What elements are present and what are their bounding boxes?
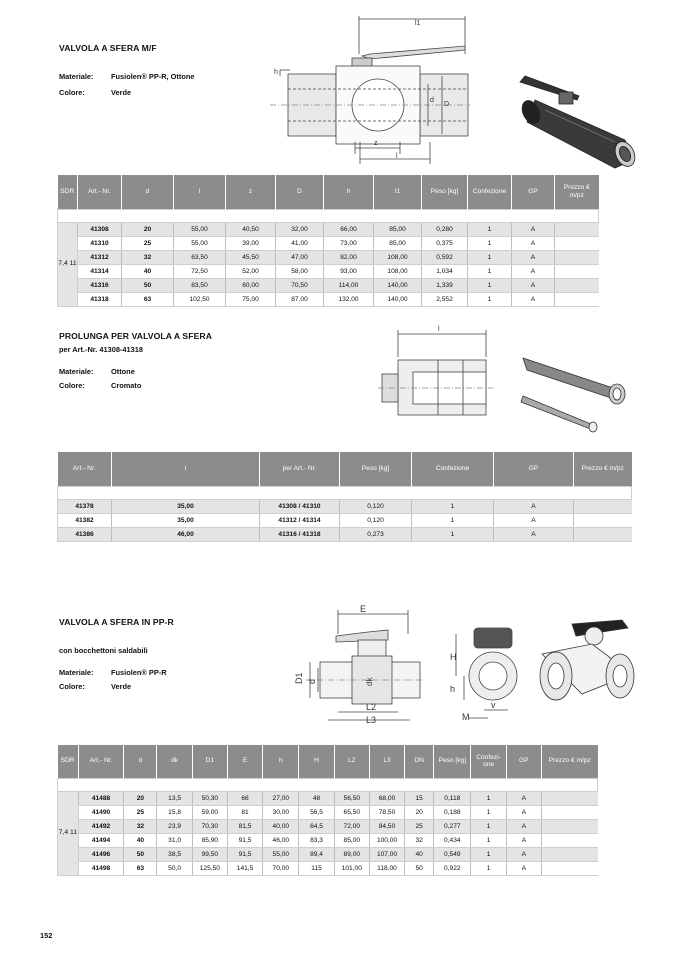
cell: 59,00 xyxy=(192,805,227,819)
table-row xyxy=(58,499,632,513)
section2-materials xyxy=(59,365,141,393)
cell: 41316 xyxy=(78,278,122,292)
ball-valve-mf-drawing xyxy=(270,14,470,164)
cell: 55,00 xyxy=(174,222,226,236)
cell: 41308 xyxy=(78,222,122,236)
color-label: Colore: xyxy=(59,682,85,691)
cell: 41382 xyxy=(58,513,112,527)
cell: 0,188 xyxy=(434,805,471,819)
col-header: L3 xyxy=(369,745,404,778)
cell: A xyxy=(494,499,574,513)
svg-text:d: d xyxy=(430,97,434,104)
table-row xyxy=(58,222,599,236)
cell: 63 xyxy=(122,292,174,306)
cell: 72,50 xyxy=(174,264,226,278)
cell: 0,375 xyxy=(422,236,468,250)
cell: 41386 xyxy=(58,527,112,541)
cell: 25 xyxy=(405,819,434,833)
col-header: h xyxy=(263,745,299,778)
svg-text:L2: L2 xyxy=(366,702,377,712)
section3-subtitle: con bocchettoni saldabili xyxy=(59,646,148,655)
cell: 35,00 xyxy=(112,513,260,527)
cell: 85,00 xyxy=(374,222,422,236)
section2-title: PROLUNGA PER VALVOLA A SFERA xyxy=(59,331,213,341)
section3-materials xyxy=(59,666,167,694)
col-header: Peso [kg] xyxy=(422,175,468,209)
cell: A xyxy=(512,250,555,264)
col-header: Peso [kg] xyxy=(434,745,471,778)
cell: 1,034 xyxy=(422,264,468,278)
cell: 35,00 xyxy=(112,499,260,513)
cell: 63,50 xyxy=(174,250,226,264)
section3-title: VALVOLA A SFERA IN PP-R xyxy=(59,617,174,627)
cell: 27,00 xyxy=(263,791,299,805)
cell xyxy=(541,805,597,819)
section2-subtitle: per Art.-Nr. 41308-41318 xyxy=(59,345,143,354)
cell: 89,4 xyxy=(299,847,334,861)
cell: 75,00 xyxy=(226,292,276,306)
cell: 73,00 xyxy=(324,236,374,250)
col-header: Art.- Nr. xyxy=(78,745,124,778)
section3-table xyxy=(57,745,598,876)
cell: 41312 xyxy=(78,250,122,264)
cell: 23,9 xyxy=(157,819,192,833)
section1-materials xyxy=(59,69,194,101)
cell: 108,00 xyxy=(374,264,422,278)
col-header: Art.- Nr. xyxy=(58,452,112,486)
cell: 1 xyxy=(468,250,512,264)
table-row xyxy=(58,805,598,819)
table-row xyxy=(58,847,598,861)
cell: 64,5 xyxy=(299,819,334,833)
pp-r-valve-photo xyxy=(532,614,642,714)
cell: 15 xyxy=(405,791,434,805)
cell: 1 xyxy=(471,805,506,819)
table-row xyxy=(58,264,599,278)
ball-valve-mf-photo xyxy=(515,70,645,170)
col-header: d xyxy=(124,745,157,778)
cell: 13,5 xyxy=(157,791,192,805)
cell xyxy=(574,513,632,527)
col-header: Prezzo € m/pz xyxy=(555,175,599,209)
col-header: Confezione xyxy=(468,175,512,209)
cell: 40 xyxy=(124,833,157,847)
cell: 102,50 xyxy=(174,292,226,306)
cell: A xyxy=(506,819,541,833)
cell: 47,00 xyxy=(276,250,324,264)
cell: 81,5 xyxy=(227,819,262,833)
col-header: D1 xyxy=(192,745,227,778)
cell: A xyxy=(506,805,541,819)
cell: 125,50 xyxy=(192,861,227,875)
cell: 82,00 xyxy=(324,250,374,264)
col-header: GP xyxy=(494,452,574,486)
cell: 101,00 xyxy=(334,861,369,875)
col-header: L2 xyxy=(334,745,369,778)
cell xyxy=(541,819,597,833)
col-header: SDR xyxy=(58,745,79,778)
cell: 81 xyxy=(227,805,262,819)
cell: 1 xyxy=(468,292,512,306)
cell: 0,592 xyxy=(422,250,468,264)
svg-text:E: E xyxy=(360,604,367,614)
cell: A xyxy=(506,833,541,847)
svg-text:L3: L3 xyxy=(366,715,377,725)
col-header: l xyxy=(112,452,260,486)
cell xyxy=(555,222,599,236)
svg-text:l1: l1 xyxy=(415,20,421,27)
cell: 41318 xyxy=(78,292,122,306)
cell: 91,5 xyxy=(227,833,262,847)
pp-r-valve-side-drawing xyxy=(294,604,428,725)
cell: 70,00 xyxy=(263,861,299,875)
cell xyxy=(574,527,632,541)
col-header: l xyxy=(174,175,226,209)
cell: 31,0 xyxy=(157,833,192,847)
table-row xyxy=(58,861,598,875)
cell xyxy=(555,250,599,264)
cell: A xyxy=(512,222,555,236)
sdr-cell: 7,4 11 xyxy=(58,791,79,875)
material-value: Ottone xyxy=(111,367,135,376)
svg-text:l: l xyxy=(438,326,440,333)
cell: 41494 xyxy=(78,833,124,847)
cell: 99,50 xyxy=(192,847,227,861)
col-header: GP xyxy=(512,175,555,209)
col-header: h xyxy=(324,175,374,209)
material-value: Fusiolen® PP-R, Ottone xyxy=(111,72,195,81)
cell: 41310 xyxy=(78,236,122,250)
svg-text:D1: D1 xyxy=(294,672,304,684)
cell: 41496 xyxy=(78,847,124,861)
col-header: Prezzo € m/pz xyxy=(541,745,597,778)
col-header: l1 xyxy=(374,175,422,209)
cell: 0,273 xyxy=(340,527,412,541)
cell: 2,552 xyxy=(422,292,468,306)
cell: 0,277 xyxy=(434,819,471,833)
section2-table xyxy=(57,452,632,542)
col-header: Art.- Nr. xyxy=(78,175,122,209)
cell: 1 xyxy=(471,833,506,847)
svg-text:z: z xyxy=(374,140,378,147)
cell: 118,00 xyxy=(369,861,404,875)
cell: 41314 xyxy=(78,264,122,278)
cell: 25 xyxy=(124,805,157,819)
cell: 1,339 xyxy=(422,278,468,292)
cell: 85,00 xyxy=(374,236,422,250)
svg-text:M: M xyxy=(462,712,470,722)
table-row xyxy=(58,250,599,264)
cell: 45,50 xyxy=(226,250,276,264)
cell: 32 xyxy=(405,833,434,847)
svg-text:D: D xyxy=(444,101,450,108)
cell: 107,00 xyxy=(369,847,404,861)
cell: 115 xyxy=(299,861,334,875)
cell: 1 xyxy=(412,499,494,513)
col-header: E xyxy=(227,745,262,778)
table-row xyxy=(58,527,632,541)
col-header: D xyxy=(276,175,324,209)
cell: A xyxy=(512,292,555,306)
cell: 1 xyxy=(471,791,506,805)
col-header: GP xyxy=(506,745,541,778)
cell: 83,50 xyxy=(174,278,226,292)
cell: A xyxy=(512,278,555,292)
cell xyxy=(574,499,632,513)
cell: 40,50 xyxy=(226,222,276,236)
cell: 30,00 xyxy=(263,805,299,819)
material-label: Materiale: xyxy=(59,367,94,376)
cell: 52,00 xyxy=(226,264,276,278)
col-header: Prezzo € m/pz xyxy=(574,452,632,486)
svg-text:h: h xyxy=(274,69,278,76)
cell: 63 xyxy=(124,861,157,875)
cell: 40 xyxy=(405,847,434,861)
cell: 20 xyxy=(405,805,434,819)
cell: 41312 / 41314 xyxy=(260,513,340,527)
color-value: Verde xyxy=(111,88,132,97)
cell: 50,30 xyxy=(192,791,227,805)
cell: 0,549 xyxy=(434,847,471,861)
cell: 72,00 xyxy=(334,819,369,833)
cell xyxy=(555,264,599,278)
col-header: Confezione xyxy=(412,452,494,486)
cell xyxy=(555,292,599,306)
cell: 78,50 xyxy=(369,805,404,819)
col-header: DN xyxy=(405,745,434,778)
col-header: Confezi- one xyxy=(471,745,506,778)
table-row xyxy=(58,292,599,306)
cell: 46,00 xyxy=(112,527,260,541)
material-label: Materiale: xyxy=(59,668,94,677)
cell: 20 xyxy=(124,791,157,805)
col-header: Peso [kg] xyxy=(340,452,412,486)
cell: 41490 xyxy=(78,805,124,819)
cell: 84,50 xyxy=(369,819,404,833)
cell: A xyxy=(506,791,541,805)
section1-title: VALVOLA A SFERA M/F xyxy=(59,43,157,53)
page-number: 152 xyxy=(40,931,53,940)
cell: 0,434 xyxy=(434,833,471,847)
cell: 41308 / 41310 xyxy=(260,499,340,513)
cell: 41316 / 41318 xyxy=(260,527,340,541)
cell: 140,00 xyxy=(374,278,422,292)
extension-photo xyxy=(513,348,648,433)
cell: 132,00 xyxy=(324,292,374,306)
cell xyxy=(541,833,597,847)
cell: 85,90 xyxy=(192,833,227,847)
pp-r-valve-front-drawing xyxy=(448,624,523,724)
cell xyxy=(541,791,597,805)
cell: 93,00 xyxy=(324,264,374,278)
sdr-cell: 7,4 11 xyxy=(58,222,78,306)
cell: 41488 xyxy=(78,791,124,805)
cell: 50 xyxy=(124,847,157,861)
cell: 41,00 xyxy=(276,236,324,250)
cell: 100,00 xyxy=(369,833,404,847)
color-value: Cromato xyxy=(111,381,142,390)
table-row xyxy=(58,833,598,847)
cell: 1 xyxy=(468,264,512,278)
material-label: Materiale: xyxy=(59,72,94,81)
cell: 1 xyxy=(468,236,512,250)
spacer-row xyxy=(58,486,632,499)
table-row xyxy=(58,791,598,805)
col-header: SDR xyxy=(58,175,78,209)
cell: 1 xyxy=(471,819,506,833)
cell: 56,50 xyxy=(334,791,369,805)
cell: 0,118 xyxy=(434,791,471,805)
cell: 39,00 xyxy=(226,236,276,250)
spacer-row xyxy=(58,209,599,222)
cell: 55,00 xyxy=(174,236,226,250)
cell: 1 xyxy=(468,278,512,292)
cell: A xyxy=(512,236,555,250)
cell: 40,00 xyxy=(263,819,299,833)
cell: 41492 xyxy=(78,819,124,833)
cell: 50 xyxy=(405,861,434,875)
table-row xyxy=(58,236,599,250)
cell: 56,5 xyxy=(299,805,334,819)
cell: 1 xyxy=(412,513,494,527)
cell: 32,00 xyxy=(276,222,324,236)
cell: 85,00 xyxy=(334,833,369,847)
svg-text:d: d xyxy=(307,678,317,684)
cell: A xyxy=(494,527,574,541)
col-header: dk xyxy=(157,745,192,778)
cell: A xyxy=(506,861,541,875)
svg-text:h: h xyxy=(450,684,456,694)
table-row xyxy=(58,819,598,833)
cell: 50 xyxy=(122,278,174,292)
cell: 70,30 xyxy=(192,819,227,833)
cell: 20 xyxy=(122,222,174,236)
col-header: H xyxy=(299,745,334,778)
table-row xyxy=(58,278,599,292)
svg-text:l: l xyxy=(396,153,398,160)
col-header: z xyxy=(226,175,276,209)
cell: 50,0 xyxy=(157,861,192,875)
cell: A xyxy=(512,264,555,278)
cell: 48 xyxy=(299,791,334,805)
cell: 55,00 xyxy=(263,847,299,861)
col-header: per Art.- Nr. xyxy=(260,452,340,486)
cell: 114,00 xyxy=(324,278,374,292)
cell: 25 xyxy=(122,236,174,250)
color-label: Colore: xyxy=(59,381,85,390)
cell: 83,3 xyxy=(299,833,334,847)
col-header: d xyxy=(122,175,174,209)
cell: 87,00 xyxy=(276,292,324,306)
svg-text:v: v xyxy=(491,700,496,710)
cell: 65,50 xyxy=(334,805,369,819)
table-row xyxy=(58,513,632,527)
cell: 38,5 xyxy=(157,847,192,861)
spacer-row xyxy=(58,778,598,791)
cell xyxy=(555,236,599,250)
cell xyxy=(541,847,597,861)
cell: 66,00 xyxy=(324,222,374,236)
cell: 1 xyxy=(412,527,494,541)
cell: 68,00 xyxy=(369,791,404,805)
cell: A xyxy=(506,847,541,861)
cell: 89,00 xyxy=(334,847,369,861)
cell: 41378 xyxy=(58,499,112,513)
cell xyxy=(555,278,599,292)
color-value: Verde xyxy=(111,682,132,691)
cell: 66 xyxy=(227,791,262,805)
cell: 1 xyxy=(471,861,506,875)
cell: 0,120 xyxy=(340,513,412,527)
color-label: Colore: xyxy=(59,88,85,97)
cell: 140,00 xyxy=(374,292,422,306)
cell: A xyxy=(494,513,574,527)
extension-drawing xyxy=(378,322,498,422)
cell: 0,280 xyxy=(422,222,468,236)
cell: 32 xyxy=(124,819,157,833)
cell: 141,5 xyxy=(227,861,262,875)
cell: 15,8 xyxy=(157,805,192,819)
section1-table xyxy=(57,175,599,307)
cell: 0,120 xyxy=(340,499,412,513)
cell: 58,00 xyxy=(276,264,324,278)
cell: 41498 xyxy=(78,861,124,875)
cell xyxy=(541,861,597,875)
cell: 1 xyxy=(471,847,506,861)
cell: 70,50 xyxy=(276,278,324,292)
cell: 0,922 xyxy=(434,861,471,875)
cell: 60,00 xyxy=(226,278,276,292)
svg-text:H: H xyxy=(450,652,457,662)
cell: 46,00 xyxy=(263,833,299,847)
cell: 91,5 xyxy=(227,847,262,861)
cell: 1 xyxy=(468,222,512,236)
cell: 108,00 xyxy=(374,250,422,264)
material-value: Fusiolen® PP-R xyxy=(111,668,167,677)
svg-text:dk: dk xyxy=(365,677,374,686)
cell: 32 xyxy=(122,250,174,264)
cell: 40 xyxy=(122,264,174,278)
